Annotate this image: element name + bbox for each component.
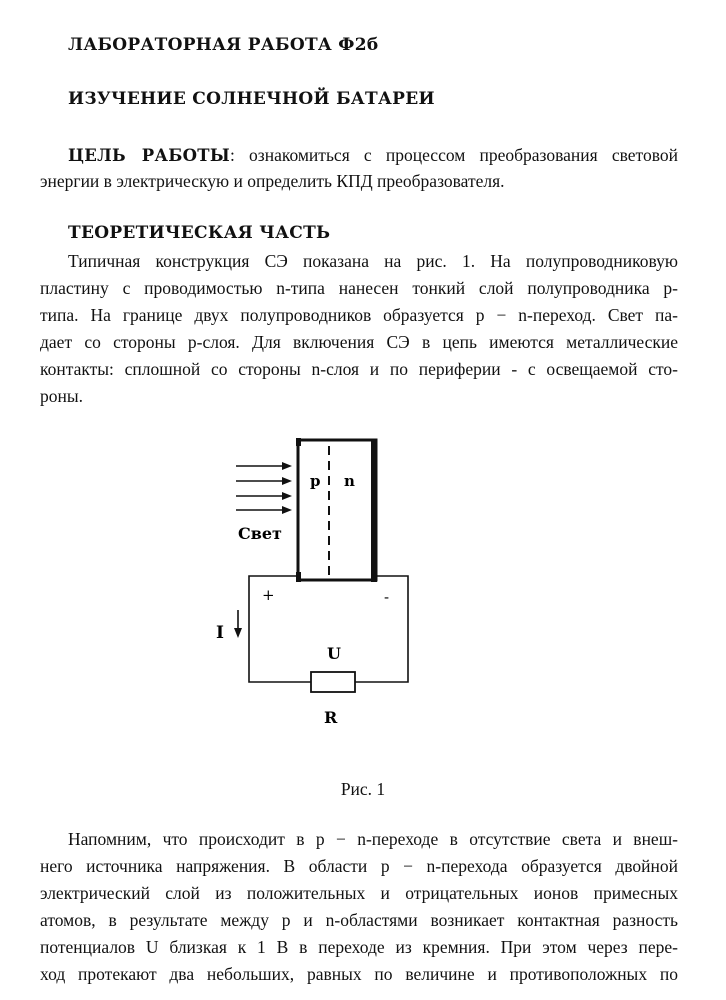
voltage-label: U [327,644,341,663]
resistor [311,672,355,692]
goal-label: ЦЕЛЬ РАБОТЫ [68,146,230,165]
back-contact [371,440,377,582]
current-arrowhead [234,628,242,638]
light-label: Свет [238,524,282,543]
figure-caption: Рис. 1 [340,779,386,799]
arrowheads [282,462,292,514]
plus-sign: + [262,586,275,604]
goal-text-1: : ознакомиться с процессом преобразования световой [230,145,678,165]
lab-title: ЛАБОРАТОРНАЯ РАБОТА Ф2б [68,35,379,55]
work-title: ИЗУЧЕНИЕ СОЛНЕЧНОЙ БАТАРЕИ [68,89,435,109]
body-line: него источника напряжения. В области p − n-перехода образуется двойной [40,856,678,876]
circuit-wire-left [249,576,311,682]
body-line: Напомним, что происходит в p − n-переходе в отсутствие света и внеш- [68,829,678,849]
solar-cell-body [298,440,376,580]
n-layer-label: n [344,472,355,490]
body-line: электрический слой из положительных и отрицательных ионов примесных [40,883,678,903]
body-line: ход протекают два небольших, равных по величине и противоположных по [40,964,678,984]
theory-line: контакты: сплошной со стороны n-слоя и по периферии - с освещаемой сто- [40,359,678,379]
goal-paragraph-line-2: энергии в электрическую и определить КПД преобразователя. [40,171,505,191]
front-contact-top [296,438,301,446]
theory-heading: ТЕОРЕТИЧЕСКАЯ ЧАСТЬ [68,223,331,243]
p-layer-label: p [310,472,321,490]
current-label: I [216,623,224,643]
body-line: атомов, в результате между p и n-областями возникает контактная разность [40,910,678,930]
theory-line: дает со стороны p-слоя. Для включения СЭ в цепь имеются металлические [40,332,678,352]
theory-line: типа. На границе двух полупроводников образуется p − n-переход. Свет па- [40,305,678,325]
theory-line: роны. [40,386,83,406]
front-contact-bottom [296,572,301,582]
theory-line: пластину с проводимостью n-типа нанесен тонкий слой полупроводника p- [40,278,678,298]
body-line: потенциалов U близкая к 1 В в переходе из кремния. При этом через пере- [40,937,678,957]
theory-line: Типичная конструкция СЭ показана на рис. 1. На полупроводниковую [68,251,678,271]
resistor-label: R [324,708,338,727]
minus-sign: - [384,588,390,606]
light-arrows [236,466,284,510]
circuit-wire-right [355,576,408,682]
